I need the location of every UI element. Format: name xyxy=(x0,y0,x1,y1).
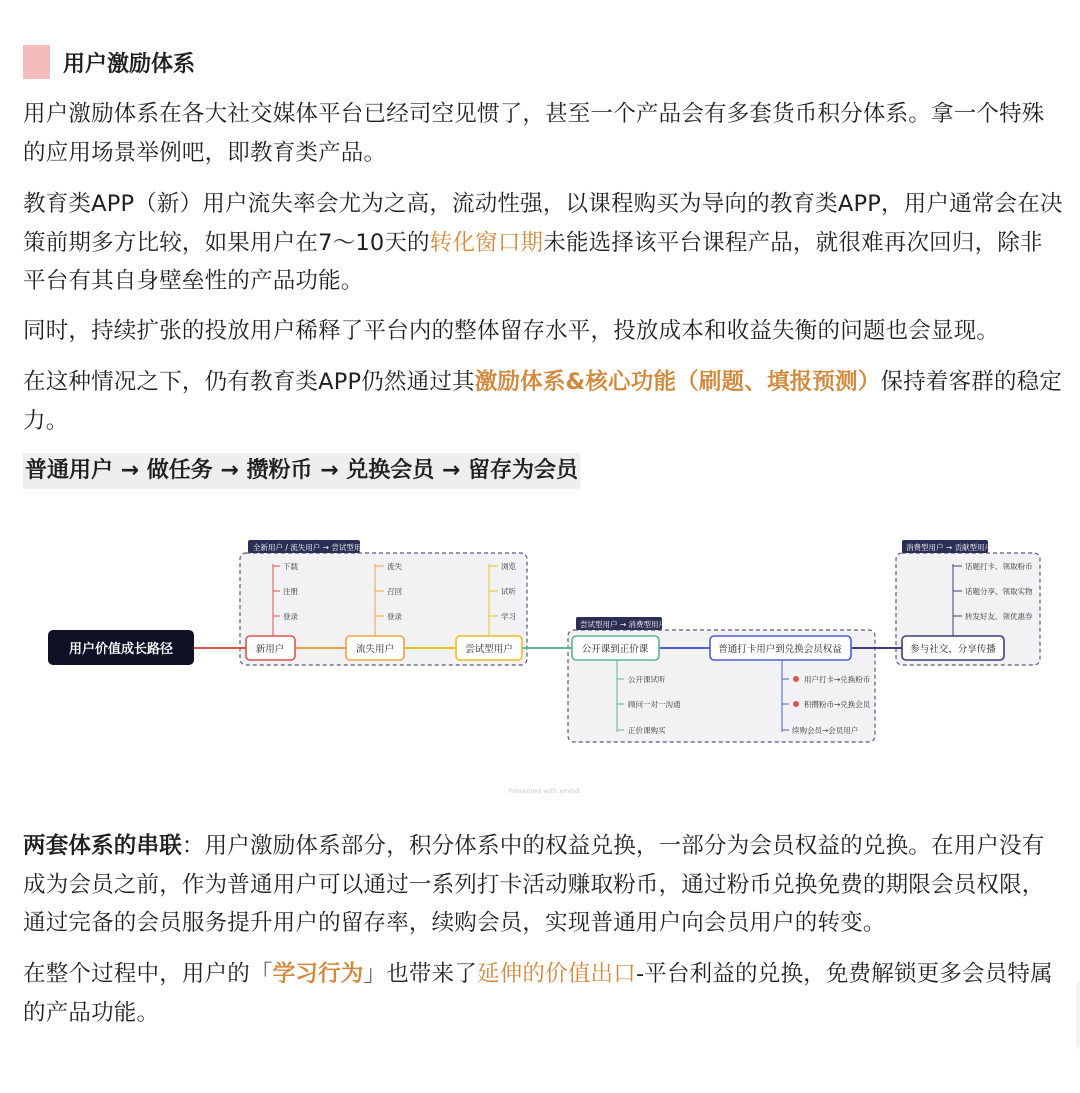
para6-text-3: -平台利益的兑换，免费解锁更多会员特属的产品功能。 xyxy=(23,961,1053,1026)
checkin-child-1: 用户打卡→兑换粉币 xyxy=(804,675,871,684)
section-title: 用户激励体系 xyxy=(63,51,196,77)
node-lost-user-label: 流失用户 xyxy=(355,644,395,655)
paragraph-cost: 同时，持续扩张的投放用户稀释了平台内的整体留存水平，投放成本和收益失衡的问题也会显现。 xyxy=(23,318,1000,344)
user-growth-mindmap xyxy=(40,535,1050,805)
red-dot-icon xyxy=(793,701,799,707)
highlight-conversion-window: 转化窗口期 xyxy=(429,229,544,256)
para4-text-2: 保持着客群的稳定力。 xyxy=(23,369,1063,434)
social-child-1: 话题打卡、领取粉币 xyxy=(965,562,1033,571)
new-user-child-3: 登录 xyxy=(283,612,298,621)
user-flow-line: 普通用户 → 做任务 → 攒粉币 → 兑换会员 → 留存为会员 xyxy=(23,453,580,489)
node-social-label: 参与社交、分享传播 xyxy=(910,644,996,655)
node-checkin-member-label: 普通打卡用户到兑换会员权益 xyxy=(718,644,842,655)
trial-user-child-1: 浏览 xyxy=(501,562,516,571)
scroll-edge xyxy=(1076,980,1080,1050)
group-label-3: 消费型用户 → 贡献型用户 xyxy=(906,543,993,552)
social-child-3: 转发好友、领优惠券 xyxy=(965,612,1033,621)
section-heading xyxy=(23,45,195,79)
para6-text-2: 」也带来了 xyxy=(363,961,478,987)
highlight-value-outlet: 延伸的价值出口 xyxy=(477,961,636,987)
paragraph-churn xyxy=(23,185,1063,301)
root-node-label: 用户价值成长路径 xyxy=(68,642,174,657)
node-open-course-label: 公开课到正价课 xyxy=(581,644,649,655)
paragraph-intro: 用户激励体系在各大社交媒体平台已经司空见惯了，甚至一个产品会有多套货币积分体系。拿一个特殊的应用场景举例吧，即教育类产品。 xyxy=(23,101,1045,166)
red-dot-icon xyxy=(793,676,799,682)
node-new-user-label: 新用户 xyxy=(255,644,285,655)
paragraph-learning-behavior xyxy=(23,955,1063,1032)
open-course-child-1: 公开课试听 xyxy=(628,675,666,684)
para5-text: ：用户激励体系部分，积分体系中的权益兑换，一部分为会员权益的兑换。在用户没有成为会员之前，作为普通用户可以通过一系列打卡活动赚取粉币，通过粉币兑换免费的期限会员权限，通过完备的会员服务提升用户的留存率，续购会员，实现普通用户向会员用户的转变。 xyxy=(23,833,1045,936)
trial-user-child-2: 试听 xyxy=(501,587,516,596)
group-label-1: 全新用户 / 流失用户 → 尝试型用户 xyxy=(253,543,369,552)
para6-text-1: 在整个过程中，用户的「 xyxy=(23,961,273,987)
lost-user-child-3: 登录 xyxy=(387,612,402,621)
new-user-child-2: 注册 xyxy=(283,587,298,596)
para2-text-1: 教育类APP（新）用户流失率会尤为之高，流动性强，以课程购买为导向的教育类APP，用户通常会在决策前期多方比较，如果用户在7～10天的 xyxy=(23,191,1063,256)
lost-user-child-1: 流失 xyxy=(387,562,402,571)
checkin-child-2: 积攒粉币→兑换会员 xyxy=(804,700,871,709)
lost-user-child-2: 召回 xyxy=(387,587,402,596)
para2-text-2: 未能选择该平台课程产品，就很难再次回归，除非平台有其自身壁垒性的产品功能。 xyxy=(23,229,1043,294)
heading-marker xyxy=(23,45,50,79)
paragraph-link-systems xyxy=(23,827,1063,943)
open-course-child-2: 顾问一对一沟通 xyxy=(628,700,681,709)
highlight-learning-behavior: 学习行为 xyxy=(272,961,364,987)
checkin-child-3: 续购会员→会员用户 xyxy=(792,726,859,735)
open-course-child-3: 正价课购买 xyxy=(628,726,666,735)
para4-text-1: 在这种情况之下，仍有教育类APP仍然通过其 xyxy=(23,369,475,395)
trial-user-child-3: 学习 xyxy=(501,612,516,621)
new-user-child-1: 下载 xyxy=(283,562,298,571)
para5-bold-lead: 两套体系的串联 xyxy=(23,833,182,859)
social-child-2: 话题分享、领取实物 xyxy=(965,587,1033,596)
node-trial-user-label: 尝试型用户 xyxy=(465,644,513,655)
group-label-2: 尝试型用户 → 消费型用户 xyxy=(580,620,667,629)
highlight-incentive-system: 激励体系&核心功能（刷题、填报预测） xyxy=(474,369,881,395)
xmind-watermark: Presented with xmind xyxy=(508,787,580,795)
paragraph-incentive xyxy=(23,363,1063,440)
